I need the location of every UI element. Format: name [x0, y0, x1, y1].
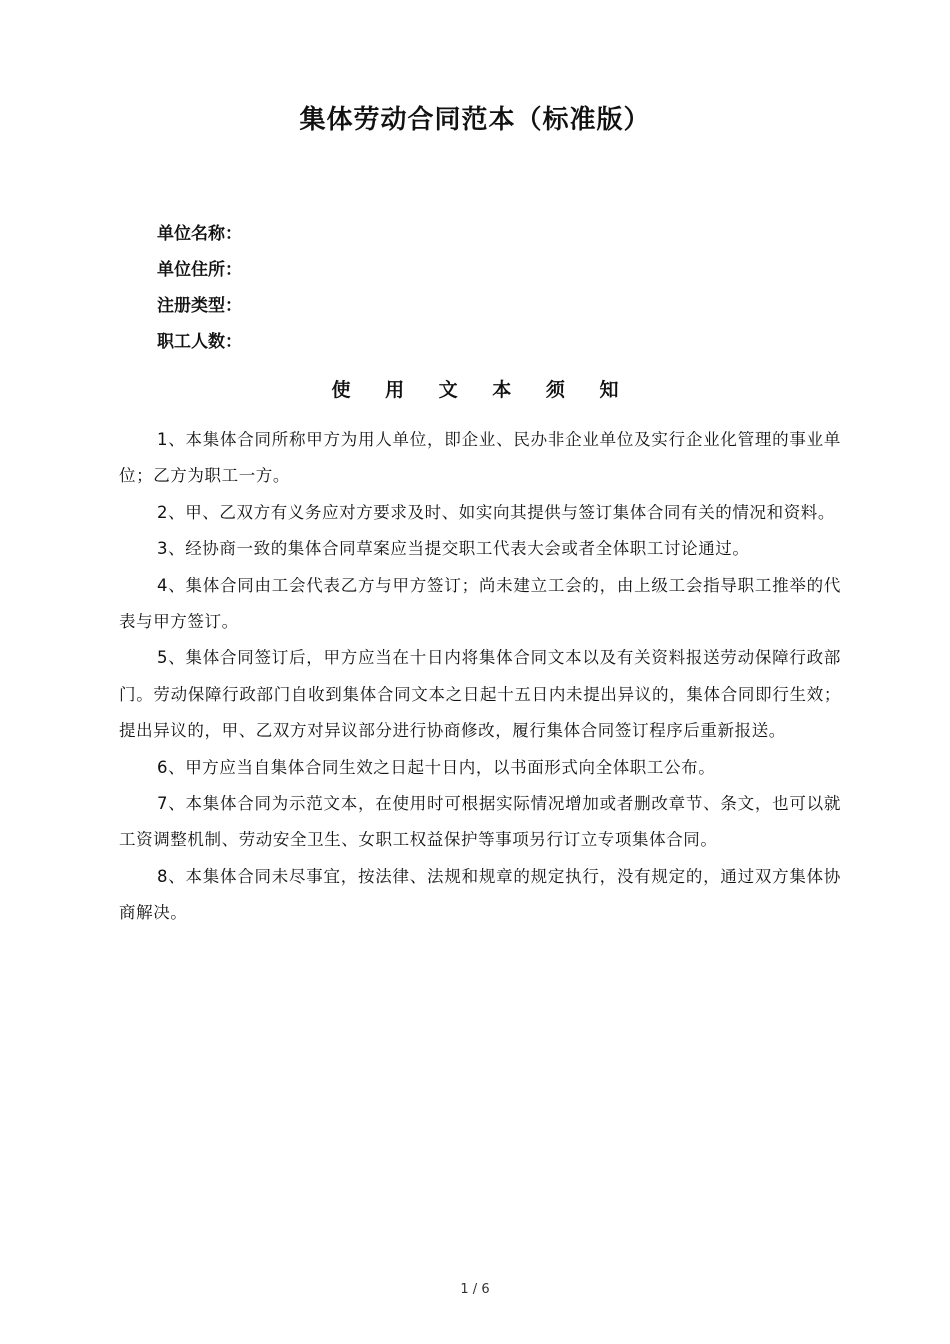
section-heading: 使 用 文 本 须 知 [331, 379, 633, 401]
notice-paragraph-3: 3、经协商一致的集体合同草案应当提交职工代表大会或者全体职工讨论通过。 [157, 539, 750, 559]
notice-paragraph-5: 5、集体合同签订后，甲方应当在十日内将集体合同文本以及有关资料报送劳动保障行政部门。劳动保障行政部门自收到集体合同文本之日起十五日内未提出异议的，集体合同即行生效；提出异议的，甲、乙双方对异议部分进行协商修改，履行集体合同签订程序后重新报送。 [119, 648, 841, 741]
field-employee-count: 职工人数： [157, 332, 242, 352]
field-registration-type: 注册类型： [157, 296, 242, 316]
unit-info-fields [157, 216, 757, 360]
field-unit-name: 单位名称： [157, 224, 242, 244]
page-number: 1 / 6 [460, 1282, 490, 1297]
document-title: 集体劳动合同范本（标准版） [299, 105, 651, 135]
notice-paragraph-6: 6、甲方应当自集体合同生效之日起十日内，以书面形式向全体职工公布。 [157, 757, 716, 777]
notice-paragraph-1: 1、本集体合同所称甲方为用人单位，即企业、民办非企业单位及实行企业化管理的事业单位；乙方为职工一方。 [119, 430, 841, 486]
notice-paragraph-4: 4、集体合同由工会代表乙方与甲方签订；尚未建立工会的，由上级工会指导职工推举的代表与甲方签订。 [119, 575, 841, 632]
field-unit-address: 单位住所： [157, 260, 242, 280]
notice-paragraph-2: 2、甲、乙双方有义务应对方要求及时、如实向其提供与签订集体合同有关的情况和资料。 [157, 502, 835, 522]
notice-paragraph-8: 8、本集体合同未尽事宜，按法律、法规和规章的规定执行，没有规定的，通过双方集体协商解决。 [119, 866, 841, 923]
notice-body [119, 422, 841, 932]
notice-paragraph-7: 7、本集体合同为示范文本，在使用时可根据实际情况增加或者删改章节、条文，也可以就工资调整机制、劳动安全卫生、女职工权益保护等事项另行订立专项集体合同。 [119, 794, 841, 850]
